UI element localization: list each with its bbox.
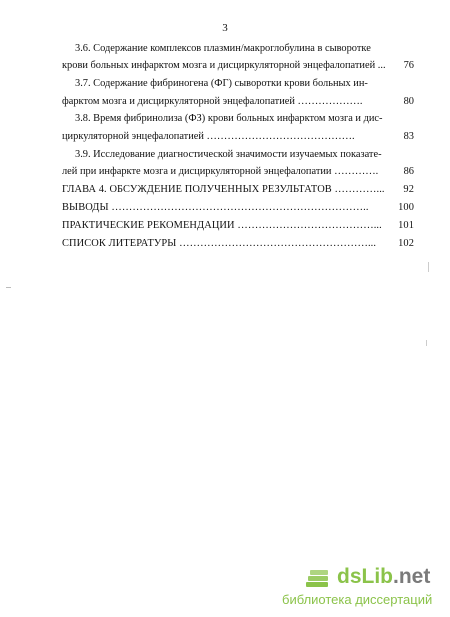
watermark-subtitle: библиотека диссертаций (282, 592, 433, 607)
toc-page: 86 (401, 165, 414, 178)
page-number: 3 (222, 22, 228, 34)
toc-page: 92 (400, 183, 414, 196)
toc-entry-3-8-line-2: циркуляторной энцефалопатией ……………………………………. 83 (62, 131, 414, 142)
dslib-watermark (258, 565, 448, 613)
toc-page: 80 (401, 95, 414, 108)
toc-page: 83 (401, 130, 414, 143)
toc-page: 102 (395, 237, 414, 250)
toc-entry-3-8-line-1: 3.8. Время фибринолиза (ФЗ) крови больных инфарктом мозга и дис- (75, 113, 383, 124)
toc-entry-3-7-line-1: 3.7. Содержание фибриногена (ФГ) сыворотки крови больных ин- (75, 78, 368, 89)
toc-entry-references: СПИСОК ЛИТЕРАТУРЫ ………………………………………………... 102 (62, 238, 414, 249)
toc-entry-3-9-line-1: 3.9. Исследование диагностической значимости изучаемых показате- (75, 149, 382, 160)
toc-entry-conclusions: ВЫВОДЫ ……………………………………………………………….. 100 (62, 202, 414, 213)
toc-entry-3-6-line-2: крови больных инфарктом мозга и дисциркуляторной энцефалопатией ... 76 (62, 60, 414, 71)
toc-page: 100 (395, 201, 414, 214)
toc-entry-3-6-line-1: 3.6. Содержание комплексов плазмин/макроглобулина в сыворотке (75, 43, 371, 54)
watermark-title: dsLib.net (337, 565, 431, 588)
toc-entry-3-9-line-2: лей при инфаркте мозга и дисциркуляторной энцефалопатии …………. 86 (62, 166, 414, 177)
toc-entry-chapter-4: ГЛАВА 4. ОБСУЖДЕНИЕ ПОЛУЧЕННЫХ РЕЗУЛЬТАТОВ …………... 92 (62, 184, 414, 195)
scan-artifact (428, 262, 429, 272)
scan-artifact (426, 340, 431, 346)
toc-entry-3-7-line-2: фарктом мозга и дисциркуляторной энцефалопатией ………………. 80 (62, 96, 414, 107)
scan-artifact (6, 287, 11, 288)
toc-page: 76 (401, 59, 414, 72)
toc-page: 101 (395, 219, 414, 232)
toc-entry-recommendations: ПРАКТИЧЕСКИЕ РЕКОМЕНДАЦИИ …………………………………... 101 (62, 220, 414, 231)
book-stack-icon (304, 568, 332, 592)
